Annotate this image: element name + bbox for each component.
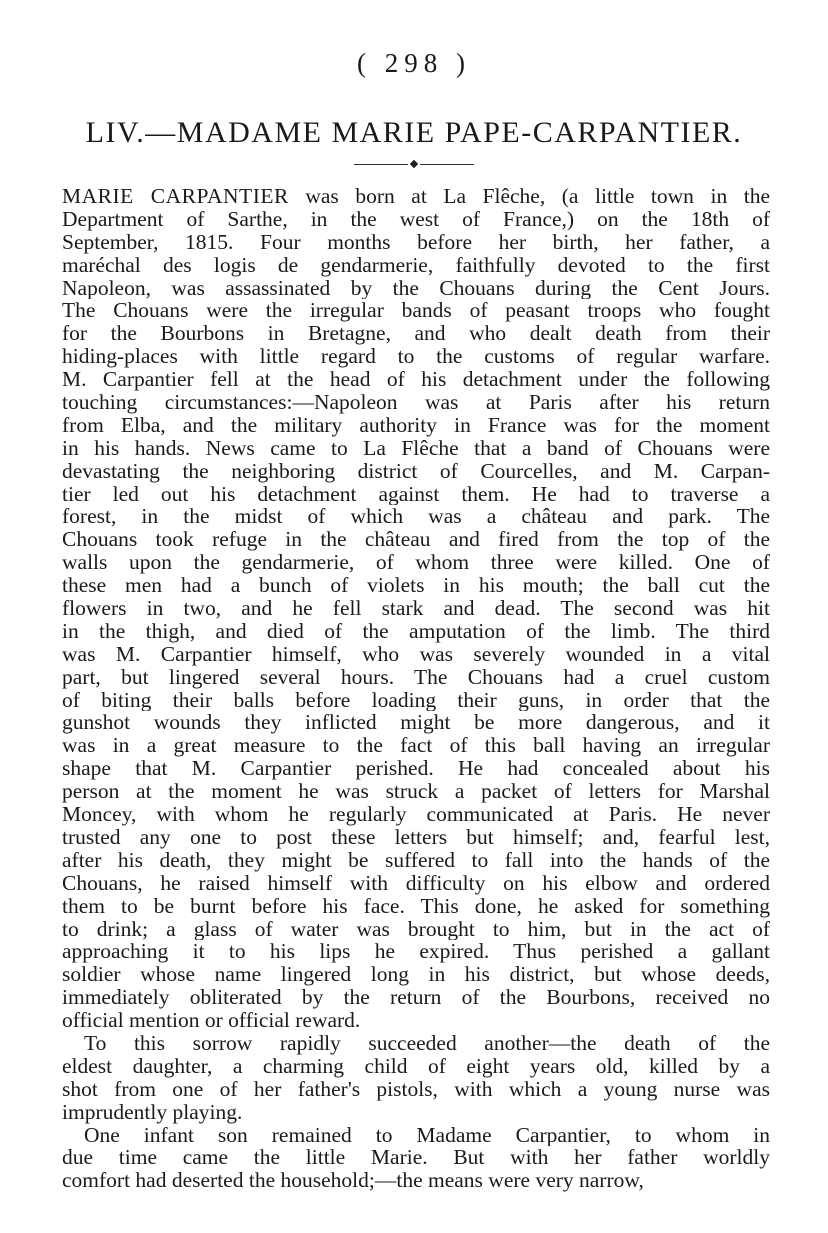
text-line: shot from one of her father's pistols, with which a young nurse was <box>62 1077 770 1101</box>
text-line: September, 1815. Four months before her birth, her father, a <box>62 230 770 254</box>
text-line: shape that M. Carpantier perished. He had concealed about his <box>62 757 770 781</box>
text-line: Napoleon, was assassinated by the Chouans during the Cent Jours. <box>62 276 770 300</box>
text-line: maréchal des logis de gendarmerie, faithfully devoted to the first <box>62 253 770 277</box>
text-line: The Chouans were the irregular bands of peasant troops who fought <box>62 299 770 323</box>
text-line: from Elba, and the military authority in France was for the moment <box>62 413 770 437</box>
title-ornament <box>354 160 474 170</box>
text-line: Chouans, he raised himself with difficulty on his elbow and ordered <box>62 871 770 895</box>
text-line: in his hands. News came to La Flêche that a band of Chouans were <box>62 436 770 460</box>
text-line: official mention or official reward. <box>62 1009 361 1032</box>
text-line: for the Bourbons in Bretagne, and who dealt death from their <box>62 322 770 346</box>
text-line: approaching it to his lips he expired. Thus perished a gallant <box>62 940 770 964</box>
ornament-rule-right <box>420 164 474 165</box>
text-line: was in a great measure to the fact of this ball having an irregular <box>62 734 770 758</box>
text-line: forest, in the midst of which was a château and park. The <box>62 505 770 529</box>
text-line: hiding-places with little regard to the customs of regular warfare. <box>62 345 770 369</box>
text-line: trusted any one to post these letters but himself; and, fearful lest, <box>62 825 770 849</box>
text-line: walls upon the gendarmerie, of whom three were killed. One of <box>62 551 770 575</box>
text-line: touching circumstances:—Napoleon was at Paris after his return <box>62 391 770 414</box>
page-number: ( 298 ) <box>357 48 471 78</box>
text-line: immediately obliterated by the return of the Bourbons, received no <box>62 986 770 1010</box>
text-line: due time came the little Marie. But with her father worldly <box>62 1146 770 1170</box>
body-text <box>62 185 770 1192</box>
text-line: Moncey, with whom he regularly communicated at Paris. He never <box>62 803 770 826</box>
text-line: tier led out his detachment against them. He had to traverse a <box>62 482 770 506</box>
text-line: soldier whose name lingered long in his district, but whose deeds, <box>62 963 770 987</box>
text-line: these men had a bunch of violets in his mouth; the ball cut the <box>62 574 770 598</box>
chapter-title: LIV.—MADAME MARIE PAPE-CARPANTIER. <box>85 116 743 149</box>
text-line: in the thigh, and died of the amputation of the limb. The third <box>62 619 770 643</box>
text-line: of biting their balls before loading their guns, in order that the <box>62 688 770 712</box>
text-line: after his death, they might be suffered to fall into the hands of the <box>62 848 770 872</box>
text-line: To this sorrow rapidly succeeded another—the death of the <box>84 1031 770 1055</box>
text-line: flowers in two, and he fell stark and dead. The second was hit <box>62 597 770 620</box>
text-line: MARIE CARPANTIER was born at La Flêche, (a little town in the <box>62 185 770 208</box>
text-line: devastating the neighboring district of Courcelles, and M. Carpan- <box>62 459 770 483</box>
text-line: imprudently playing. <box>62 1100 243 1124</box>
text-line: was M. Carpantier himself, who was severely wounded in a vital <box>62 642 770 666</box>
ornament-rule-left <box>354 164 408 165</box>
text-line: eldest daughter, a charming child of eight years old, killed by a <box>62 1054 770 1078</box>
text-line: M. Carpantier fell at the head of his detachment under the following <box>62 368 770 392</box>
text-line: person at the moment he was struck a packet of letters for Marshal <box>62 780 770 804</box>
text-line: part, but lingered several hours. The Chouans had a cruel custom <box>62 665 770 689</box>
text-line: One infant son remained to Madame Carpantier, to whom in <box>84 1123 770 1147</box>
text-line: comfort had deserted the household;—the means were very narrow, <box>62 1169 644 1193</box>
text-line: to drink; a glass of water was brought to him, but in the act of <box>62 917 770 941</box>
text-line: Chouans took refuge in the château and fired from the top of the <box>62 528 770 552</box>
text-line: Department of Sarthe, in the west of France,) on the 18th of <box>62 207 770 231</box>
text-line: gunshot wounds they inflicted might be more dangerous, and it <box>62 711 770 735</box>
text-line: them to be burnt before his face. This done, he asked for something <box>62 894 770 918</box>
ornament-diamond <box>410 160 418 168</box>
